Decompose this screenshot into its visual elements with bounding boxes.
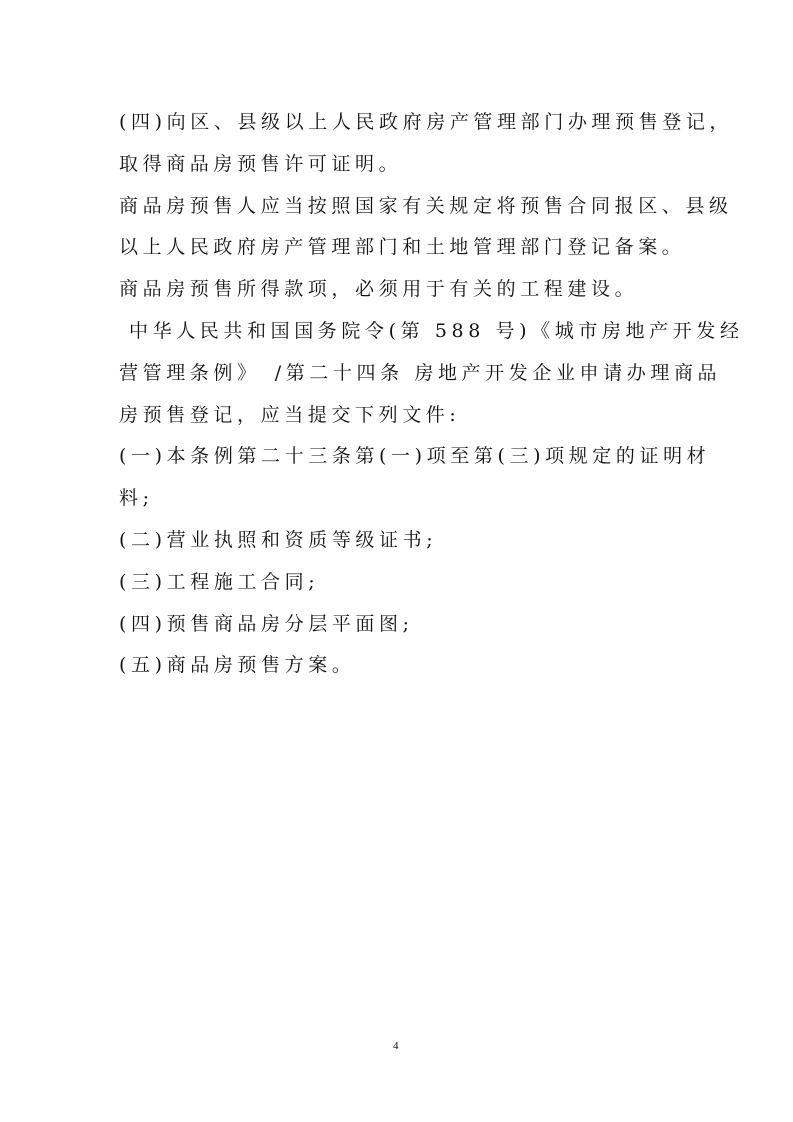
page-number: 4 — [393, 1040, 399, 1052]
list-item-continuation: 料; — [119, 487, 154, 510]
list-item: (一)本条例第二十三条第(一)项至第(三)项规定的证明材 — [119, 445, 711, 468]
text-line: (四)向区、县级以上人民政府房产管理部门办理预售登记， — [119, 111, 734, 133]
list-item: (三)工程施工合同; — [119, 570, 320, 593]
list-item: (二)营业执照和资质等级证书; — [119, 528, 438, 551]
regulation-citation: 中华人民共和国国务院令(第 588 号)《城市房地产开发经 — [129, 319, 744, 342]
text-line: 房预售登记，应当提交下列文件: — [119, 403, 461, 426]
list-item: (四)预售商品房分层平面图; — [119, 612, 414, 635]
list-item: (五)商品房预售方案。 — [119, 654, 356, 677]
text-line: 商品房预售人应当按照国家有关规定将预售合同报区、县级 — [119, 194, 733, 217]
document-body — [119, 108, 744, 693]
text-line: 商品房预售所得款项，必须用于有关的工程建设。 — [119, 278, 639, 301]
text-line: 取得商品房预售许可证明。 — [119, 152, 403, 175]
text-line: 以上人民政府房产管理部门和土地管理部门登记备案。 — [119, 236, 686, 259]
text-line: 营管理条例》 /第二十四条 房地产开发企业申请办理商品 — [119, 361, 722, 384]
